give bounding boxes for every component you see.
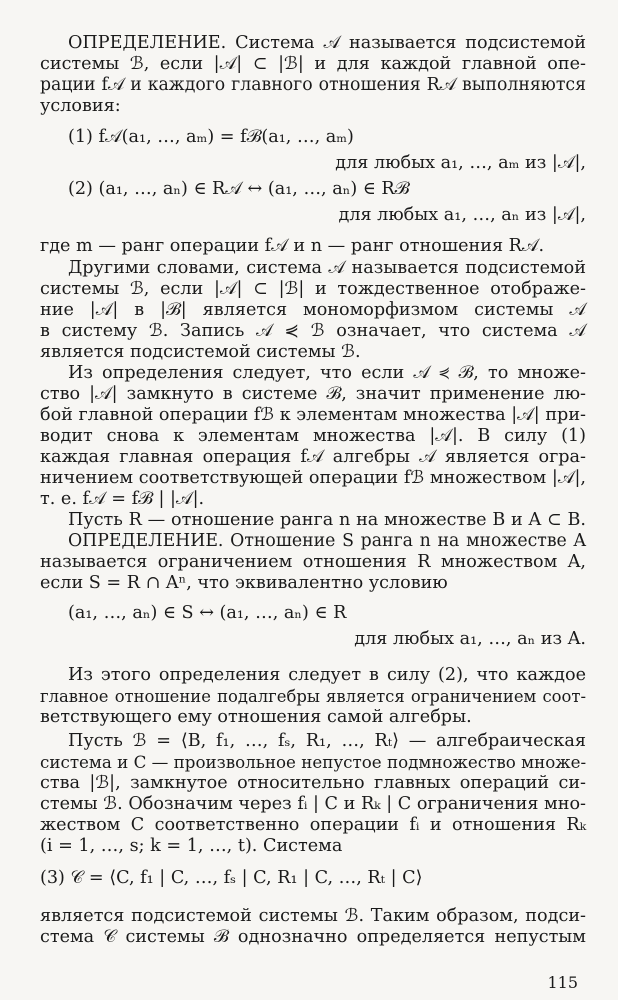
formula-1-condition: для любых a₁, …, aₘ из |𝒜|, (335, 153, 586, 173)
text-line: ОПРЕДЕЛЕНИЕ. Отношение S ранга n на множестве A (68, 531, 586, 551)
formula-2: (2) (a₁, …, aₙ) ∈ R𝒜 ↔ (a₁, …, aₙ) ∈ Rℬ (68, 179, 410, 199)
text-line: если S = R ∩ Aⁿ, что эквивалентно условию (40, 573, 448, 593)
formula-2-condition: для любых a₁, …, aₙ из |𝒜|, (338, 205, 586, 225)
text-line: стемы ℬ. Обозначим через fᵢ | C и Rₖ | C ограничения мно- (40, 794, 586, 814)
formula-restriction: (a₁, …, aₙ) ∈ S ↔ (a₁, …, aₙ) ∈ R (68, 603, 347, 623)
text-line: ство |𝒜| замкнуто в системе ℬ, значит применение лю- (40, 384, 586, 404)
text-line: т. е. f𝒜 = fℬ | |𝒜|. (40, 489, 205, 509)
text-line: Пусть ℬ = ⟨B, f₁, …, fₛ, R₁, …, Rₜ⟩ — алгебраическая (68, 731, 586, 751)
text-line: в систему ℬ. Запись 𝒜 ⋞ ℬ означает, что система 𝒜 (40, 321, 586, 341)
text-line: ОПРЕДЕЛЕНИЕ. Система 𝒜 называется подсистемой (68, 33, 586, 53)
text-line: рации f𝒜 и каждого главного отношения R𝒜 выполняются (40, 75, 586, 95)
formula-restriction-condition: для любых a₁, …, aₙ из A. (354, 629, 586, 649)
text-line: система и C — произвольное непустое подмножество множе- (40, 752, 587, 772)
text-line: ства |ℬ|, замкнутое относительно главных операций си- (40, 773, 586, 793)
text-line: Из определения следует, что если 𝒜 ⋞ ℬ, то множе- (68, 363, 586, 383)
text-line: где m — ранг операции f𝒜 и n — ранг отношения R𝒜. (40, 236, 545, 256)
text-line: жеством C соответственно операции fᵢ и отношения Rₖ (40, 815, 586, 835)
formula-1: (1) f𝒜(a₁, …, aₘ) = fℬ(a₁, …, aₘ) (68, 127, 354, 147)
text-line: бой главной операции fℬ к элементам множества |𝒜| при- (40, 405, 586, 425)
page-number: 115 (547, 973, 578, 992)
text-line: стема 𝒞 системы ℬ однозначно определяется непустым (40, 927, 586, 947)
text-line: Другими словами, система 𝒜 называется подсистемой (68, 258, 586, 278)
text-line: является подсистемой системы ℬ. (40, 342, 361, 362)
text-line: водит снова к элементам множества |𝒜|. В силу (1) (40, 426, 586, 446)
text-line: ничением соответствующей операции fℬ множеством |𝒜|, (40, 468, 586, 488)
text-line: условия: (40, 96, 121, 116)
formula-3: (3) 𝒞 = ⟨C, f₁ | C, …, fₛ | C, R₁ | C, …, Rₜ | C⟩ (40, 868, 423, 888)
text-line: системы ℬ, если |𝒜| ⊂ |ℬ| и для каждой главной опе- (40, 54, 586, 74)
text-line: называется ограничением отношения R множеством A, (40, 552, 586, 572)
text-line: (i = 1, …, s; k = 1, …, t). Система (40, 836, 343, 856)
text-line: главное отношение подалгебры является ограничением соот- (40, 687, 586, 706)
text-line: является подсистемой системы ℬ. Таким образом, подси- (40, 906, 586, 926)
text-line: ние |𝒜| в |ℬ| является мономорфизмом системы 𝒜 (40, 300, 586, 320)
text-line: системы ℬ, если |𝒜| ⊂ |ℬ| и тождественное отображе- (40, 279, 586, 299)
text-line: каждая главная операция f𝒜 алгебры 𝒜 является огра- (40, 447, 586, 467)
text-line: ветствующего ему отношения самой алгебры. (40, 707, 472, 727)
text-line: Пусть R — отношение ранга n на множестве B и A ⊂ B. (68, 510, 586, 530)
text-line: Из этого определения следует в силу (2), что каждое (68, 665, 586, 685)
